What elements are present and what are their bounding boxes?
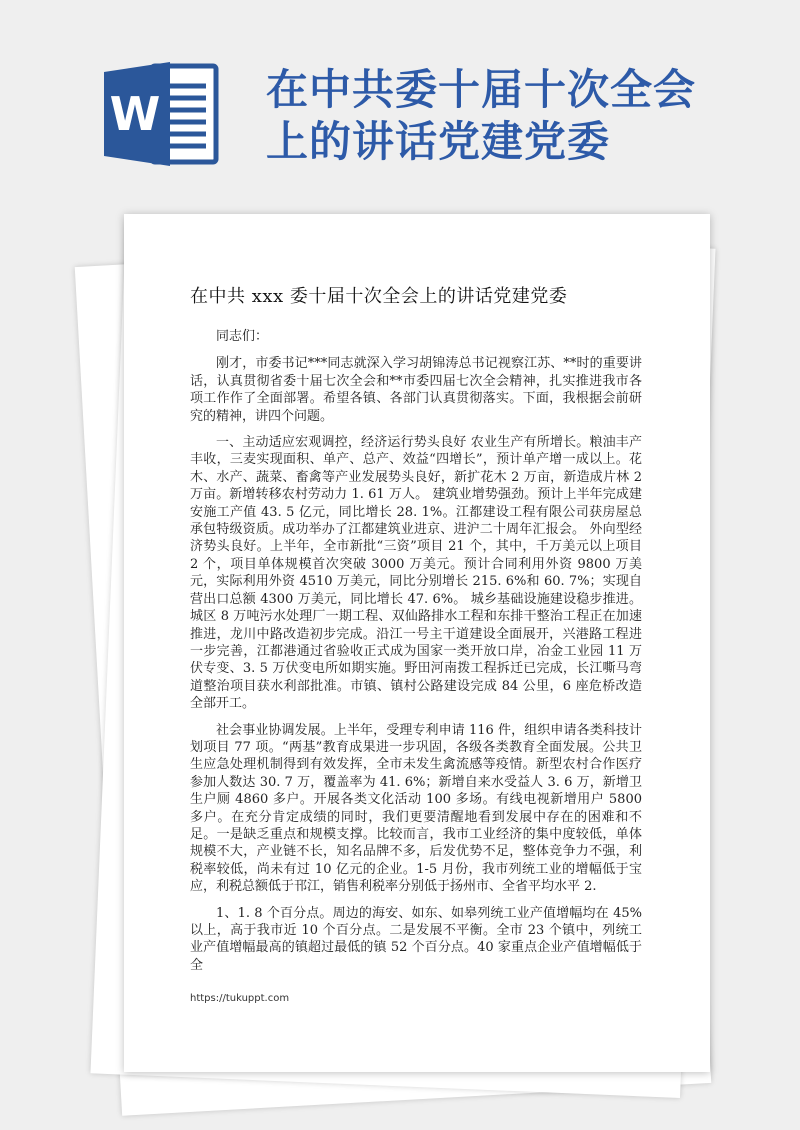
document-title: 在中共 xxx 委十届十次全会上的讲话党建党委 [190, 286, 568, 307]
word-icon-letter: W [109, 87, 161, 141]
banner-title [266, 64, 786, 168]
document-paragraph: 刚才，市委书记***同志就深入学习胡锦涛总书记视察江苏、**时的重要讲话，认真贯彻省委十届七次全会和**市委四届七次全会精神，扎实推进我市各项工作作了全面部署。希望各镇、各部门认真贯彻落实。下面，我根据会前研究的精神，讲四个问题。 [190, 356, 642, 424]
document-paragraph: 一、主动适应宏观调控，经济运行势头良好 农业生产有所增长。粮油丰产丰收，三麦实现面积、单产、总产、效益“四增长”，预计单产增一成以上。花木、水产、蔬菜、畜禽等产业发展势头良好，新扩花木 2 万亩，新造成片林 2 万亩。新增转移农村劳动力 1. 61 万人。 建筑业增势强劲。预计上半年完成建安施工产值 43. 5 亿元，同比增长 28. 1%。江都建设工程有限公司获房屋总承包特级资质。成功举办了江都建筑业进京、进沪二十周年汇报会。 外向型经济势头良好。上半年，全市新批“三资”项目 21 个，其中，千万美元以上项目 2 个，项目单体规模首次突破 3000 万美元。预计合同利用外资 9800 万美元，实际利用外资 4510 万美元，同比分别增长 215. 6%和 60. 7%；实现自营出口总额 4300 万美元，同比增长 47. 6%。 城乡基础设施建设稳步推进。城区 8 万吨污水处理厂一期工程、双仙路排水工程和东排干整治工程正在加速推进，龙川中路改造初步完成。沿江一号主干道建设全面展开，兴港路工程进一步完善，江都港通过省验收正式成为国家一类开放口岸，冶金工业园 11 万伏专变、3. 5 万伏变电所如期实施。野田河南拨工程拆迁已完成，长江嘶马弯道整治项目获水利部批准。市镇、镇村公路建设完成 84 公里，6 座危桥改造全部开工。 [190, 435, 642, 712]
word-document-icon [104, 58, 220, 170]
banner-title-line-2: 上的讲话党建党委 [266, 117, 611, 166]
footer-url: https://tukuppt.com [190, 993, 290, 1004]
banner-title-line-1: 在中共委十届十次全会 [266, 65, 697, 114]
document-body [190, 328, 642, 983]
document-salutation: 同志们： [216, 329, 269, 344]
document-paragraph: 社会事业协调发展。上半年，受理专利申请 116 件，组织申请各类科技计划项目 77 项。“两基”教育成果进一步巩固，各级各类教育全面发展。公共卫生应急处理机制得到有效发挥，全市未发生禽流感等疫情。新型农村合作医疗参加人数达 30. 7 万，覆盖率为 41. 6%；新增自来水受益人 3. 6 万，新增卫生户厕 4860 多户。开展各类文化活动 100 多场。有线电视新增用户 5800 多户。在充分肯定成绩的同时，我们更要清醒地看到发展中存在的困难和不足。一是缺乏重点和规模支撑。比较而言，我市工业经济的集中度较低，单体规模不大，产业链不长，知名品牌不多，后发优势不足，整体竞争力不强，利税率较低，尚未有过 10 亿元的企业。1-5 月份，我市列统工业的增幅低于宝应，利税总额低于邗江，销售利税率分别低于扬州市、全省平均水平 2. [190, 722, 642, 895]
document-paragraph: 1、1. 8 个百分点。周边的海安、如东、如皋列统工业产值增幅均在 45%以上，高于我市近 10 个百分点。二是发展不平衡。全市 23 个镇中，列统工业产值增幅最高的镇超过最低的镇 52 个百分点。40 家重点企业产值增幅低于全 [190, 905, 642, 973]
document-page [124, 214, 710, 1072]
